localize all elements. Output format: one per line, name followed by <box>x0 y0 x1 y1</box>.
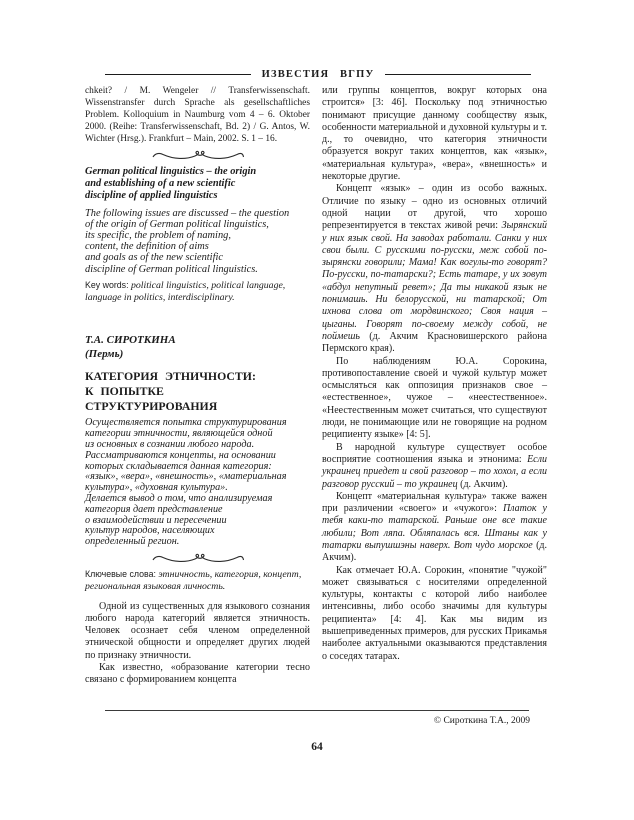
body-paragraph: Как известно, «образование категории тесно связано с формированием концепта <box>85 662 310 686</box>
english-abstract: The following issues are discussed – the question of the origin of German political linguistics, its specific, the problem of naming, content, the definition of aims and goals as of the new scientific discipline of German political linguistics. <box>85 207 290 275</box>
body-paragraph <box>322 565 547 663</box>
flourish-divider-icon <box>85 551 310 564</box>
reference-continuation: chkeit? / M. Wengeler // Transferwissenschaft. Wissenstransfer durch Sprache als gesellschaftliches Problem. Kolloquium in Naumburg vom 4 – 6. Oktober 2000. (Reihe: Transferwissenschaft, Bd. 2) / G. Antos, W. Wichter (Hrsg.). Frankfurt – Main, 2002. S. 1 – 16. <box>85 86 310 145</box>
author-name: Т.А. СИРОТКИНА <box>85 334 176 347</box>
body-paragraph: Одной из существенных для языкового сознания любого народа категорий является этничность. Человек осознает себя членом определенной этнической общности и определяет других людей по признаку этничности. <box>85 600 310 661</box>
dialect-quote: Платок у тебя каки-то татарской. Раньше оне все такие любили; Вот ляпа. Обляпалась вся. Штаны как у татарки выпушшэны наверх. Вот чудо морское <box>322 503 547 551</box>
right-column <box>322 85 547 663</box>
flourish-divider-icon <box>85 148 310 161</box>
author-block <box>85 333 310 361</box>
body-paragraph <box>322 183 547 355</box>
english-keywords <box>85 280 310 304</box>
journal-title: ИЗВЕСТИЯ ВГПУ <box>261 69 375 80</box>
paragraph-text: Концепт «материальная культура» также важен при различении «своего» и «чужого»: <box>322 490 547 515</box>
paragraph-text: или группы концептов, вокруг которых она строится» [3: 46]. Поскольку под этничностью понимают присущие данному сообществу язык, особенности материальной и духовной культуры и т. д., то очевидно, что категория этничности образуется вокруг таких концептов, как «язык», «материальная культура», «вера», «внешность» и некоторые другие. <box>322 85 547 183</box>
russian-abstract: Осуществляется попытка структурирования категории этничности, являющейся одной из основных в сознании любого народа. Рассматриваются концепты, на основании которых складывается данная категория: «язык», «вера», «внешность», «материальная культура», «духовная культура». Делается вывод о том, что анализируемая категория дает представление о взаимодействии и пересечении культур народов, населяющих определенный регион. <box>85 417 287 548</box>
english-article-title: German political linguistics – the origin and establishing of a new scientific discipline of applied linguistics <box>85 166 257 201</box>
body-paragraph <box>322 356 547 442</box>
dialect-quote: Зырянский у них язык свой. На заводах работали. Санки у них свои были. С русскими по-русски, меж собой по-зырянски говорили; Мама! Как вогулы-то говорят? По-русски, по-татарски?; Есть татаре, у их зовут «абдул непутный ревет»; Да ты никакой язык не понимашь. Ни белорусской, ни татарской; От ихнова слова от мордвинского; Своя нация – цыганы. Говорят по-своему между собой, не поймешь <box>322 220 547 342</box>
header-rule-right <box>385 74 531 75</box>
paragraph-text: По наблюдениям Ю.А. Сорокина, противопоставление своей и чужой культур может осмысляться как оппозиция признаков свое – «естественное», чужое – «неестественное». «Неестественным может считаться, что существуют люди, не понимающие или не говорящие на родном реципиенту языке» [4: 5]. <box>322 355 547 441</box>
english-keywords-text: political linguistics, political language, language in politics, interdisciplinary. <box>85 279 286 303</box>
paragraph-text: (д. Акчим). <box>322 539 547 564</box>
paragraph-text: (д. Акчим Красновишерского района Пермского края). <box>322 330 547 355</box>
paragraph-text: Концепт «язык» – один из особо важных. Отличие по языку – одно из основных отличий одной нации от другой, что хорошо репрезентируется в текстах живой речи: <box>322 183 547 232</box>
russian-keywords-label: Ключевые слова: <box>85 568 156 579</box>
paragraph-text: В народной культуре существует особое восприятие соотношения языка и этнонима: <box>322 441 547 465</box>
english-keywords-label: Key words: <box>85 279 129 290</box>
header-rule-left <box>105 74 251 75</box>
paragraph-text: (д. Акчим). <box>457 478 508 490</box>
paragraph-text: Как отмечает Ю.А. Сорокин, «понятие "чужой" может связываться с носителями определенной культуры, контакты с которой либо наиболее интенсивны, либо особо значимы для культуры реципиента» [4: 4]. Как мы видим из вышеприведенных примеров, для русских Прикамья наиболее актуальными оказываются представления о соседях татарах. <box>322 564 547 662</box>
body-paragraph <box>322 442 547 491</box>
russian-keywords-text: этничность, категория, концепт, региональная языковая личность. <box>85 568 302 592</box>
body-paragraph <box>322 491 547 565</box>
dialect-quote: Если украинец приедет и свой разговор – то хохол, а если разговор русский – то украинец <box>322 453 547 490</box>
footer-rule <box>105 710 529 711</box>
page-number: 64 <box>311 741 323 753</box>
article-title: КАТЕГОРИЯ ЭТНИЧНОСТИ: К ПОПЫТКЕ СТРУКТУРИРОВАНИЯ <box>85 369 256 414</box>
left-column <box>85 85 310 687</box>
left-body-text <box>85 601 310 687</box>
russian-keywords <box>85 569 310 593</box>
body-paragraph <box>322 85 547 183</box>
copyright-notice: © Сироткина Т.А., 2009 <box>433 716 530 726</box>
running-head <box>105 69 531 80</box>
author-city: (Пермь) <box>85 348 124 361</box>
